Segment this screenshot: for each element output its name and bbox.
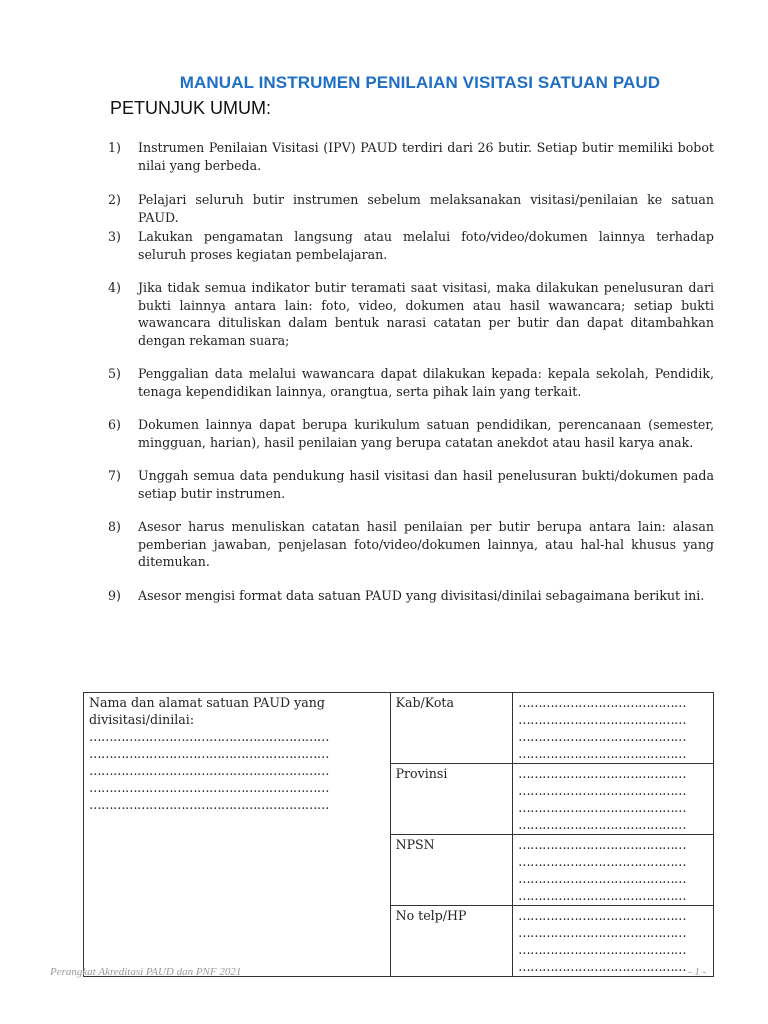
list-item: [108, 587, 714, 605]
item-text: Unggah semua data pendukung hasil visitasi dan hasil penelusuran bukti/dokumen pada setiap butir instrumen.: [138, 468, 714, 501]
item-number: 6): [108, 417, 121, 432]
fill-line: ……………………………………: [518, 837, 687, 852]
kab-kota-field[interactable]: [513, 693, 714, 764]
item-text: Penggalian data melalui wawancara dapat dilakukan kepada: kepala sekolah, Pendidik, tenaga kependidikan lainnya, orangtua, serta pihak lain yang terkait.: [138, 366, 714, 399]
name-address-label: Nama dan alamat satuan PAUD yang divisitasi/dinilai:: [89, 695, 325, 727]
list-item: [108, 279, 714, 349]
list-item: [108, 518, 714, 571]
fill-line: ……………………………………………………: [89, 746, 329, 761]
list-item: [108, 416, 714, 451]
item-number: 2): [108, 192, 121, 207]
section-heading: PETUNJUK UMUM:: [110, 98, 271, 118]
fill-line: ……………………………………: [518, 925, 687, 940]
item-number: 9): [108, 587, 121, 603]
page-number: - 1 -: [688, 966, 707, 978]
item-number: 7): [108, 468, 121, 483]
fill-line: ……………………………………………………: [89, 763, 329, 778]
fill-line: ……………………………………: [518, 766, 687, 781]
item-text: Dokumen lainnya dapat berupa kurikulum satuan pendidikan, perencanaan (semester, mingguan, harian), hasil penilaian yang berupa catatan anekdot atau hasil karya anak.: [138, 417, 714, 450]
provinsi-label: Provinsi: [390, 764, 513, 835]
fill-line: ……………………………………: [518, 871, 687, 886]
provinsi-field[interactable]: [513, 764, 714, 835]
fill-line: ……………………………………: [518, 959, 687, 974]
phone-field[interactable]: [513, 906, 714, 977]
item-number: 3): [108, 229, 121, 244]
item-number: 8): [108, 519, 121, 534]
item-number: 4): [108, 280, 121, 295]
list-item: [108, 139, 714, 174]
fill-line: ……………………………………: [518, 746, 687, 761]
fill-line: ……………………………………: [518, 888, 687, 903]
phone-label: No telp/HP: [390, 906, 513, 977]
list-item: [108, 467, 714, 502]
npsn-field[interactable]: [513, 835, 714, 906]
fill-line: ……………………………………………………: [89, 729, 329, 744]
fill-line: ……………………………………………………: [89, 797, 329, 812]
item-text: Lakukan pengamatan langsung atau melalui foto/video/dokumen lainnya terhadap seluruh proses kegiatan pembelajaran.: [138, 229, 714, 262]
fill-line: ……………………………………: [518, 942, 687, 957]
instruction-list: [108, 139, 714, 604]
item-text: Asesor mengisi format data satuan PAUD yang divisitasi/dinilai sebagaimana berikut ini.: [138, 587, 705, 603]
list-item: [108, 228, 714, 263]
npsn-label: NPSN: [390, 835, 513, 906]
fill-line: ……………………………………: [518, 908, 687, 923]
footer-caption: Perangkat Akreditasi PAUD dan PNF 2021: [50, 966, 242, 978]
item-number: 1): [108, 140, 121, 155]
fill-line: ……………………………………: [518, 783, 687, 798]
item-text: Instrumen Penilaian Visitasi (IPV) PAUD terdiri dari 26 butir. Setiap butir memiliki bobot nilai yang berbeda.: [138, 140, 714, 173]
paud-data-form: [83, 692, 714, 977]
item-number: 5): [108, 366, 121, 381]
fill-line: ……………………………………: [518, 729, 687, 744]
item-text: Jika tidak semua indikator butir teramati saat visitasi, maka dilakukan penelusuran dari bukti lainnya antara lain: foto, video, dokumen atau hasil wawancara; setiap bukti wawancara dituliskan dalam bentuk narasi catatan per butir dan dapat ditambahkan dengan rekaman suara;: [138, 280, 714, 348]
fill-line: ……………………………………: [518, 800, 687, 815]
document-title: MANUAL INSTRUMEN PENILAIAN VISITASI SATUAN PAUD: [179, 73, 661, 92]
item-text: Pelajari seluruh butir instrumen sebelum melaksanakan visitasi/penilaian ke satuan PAUD.: [138, 192, 714, 225]
fill-line: ……………………………………: [518, 854, 687, 869]
fill-line: ……………………………………: [518, 695, 687, 710]
fill-line: ……………………………………: [518, 712, 687, 727]
item-text: Asesor harus menuliskan catatan hasil penilaian per butir berupa antara lain: alasan pemberian jawaban, penjelasan foto/video/dokumen lainnya, atau hal-hal khusus yang ditemukan.: [138, 519, 714, 569]
fill-line: ……………………………………: [518, 817, 687, 832]
name-address-cell[interactable]: [84, 693, 391, 977]
list-item: [108, 365, 714, 400]
fill-line: ……………………………………………………: [89, 780, 329, 795]
kab-kota-label: Kab/Kota: [390, 693, 513, 764]
list-item: [108, 191, 714, 226]
